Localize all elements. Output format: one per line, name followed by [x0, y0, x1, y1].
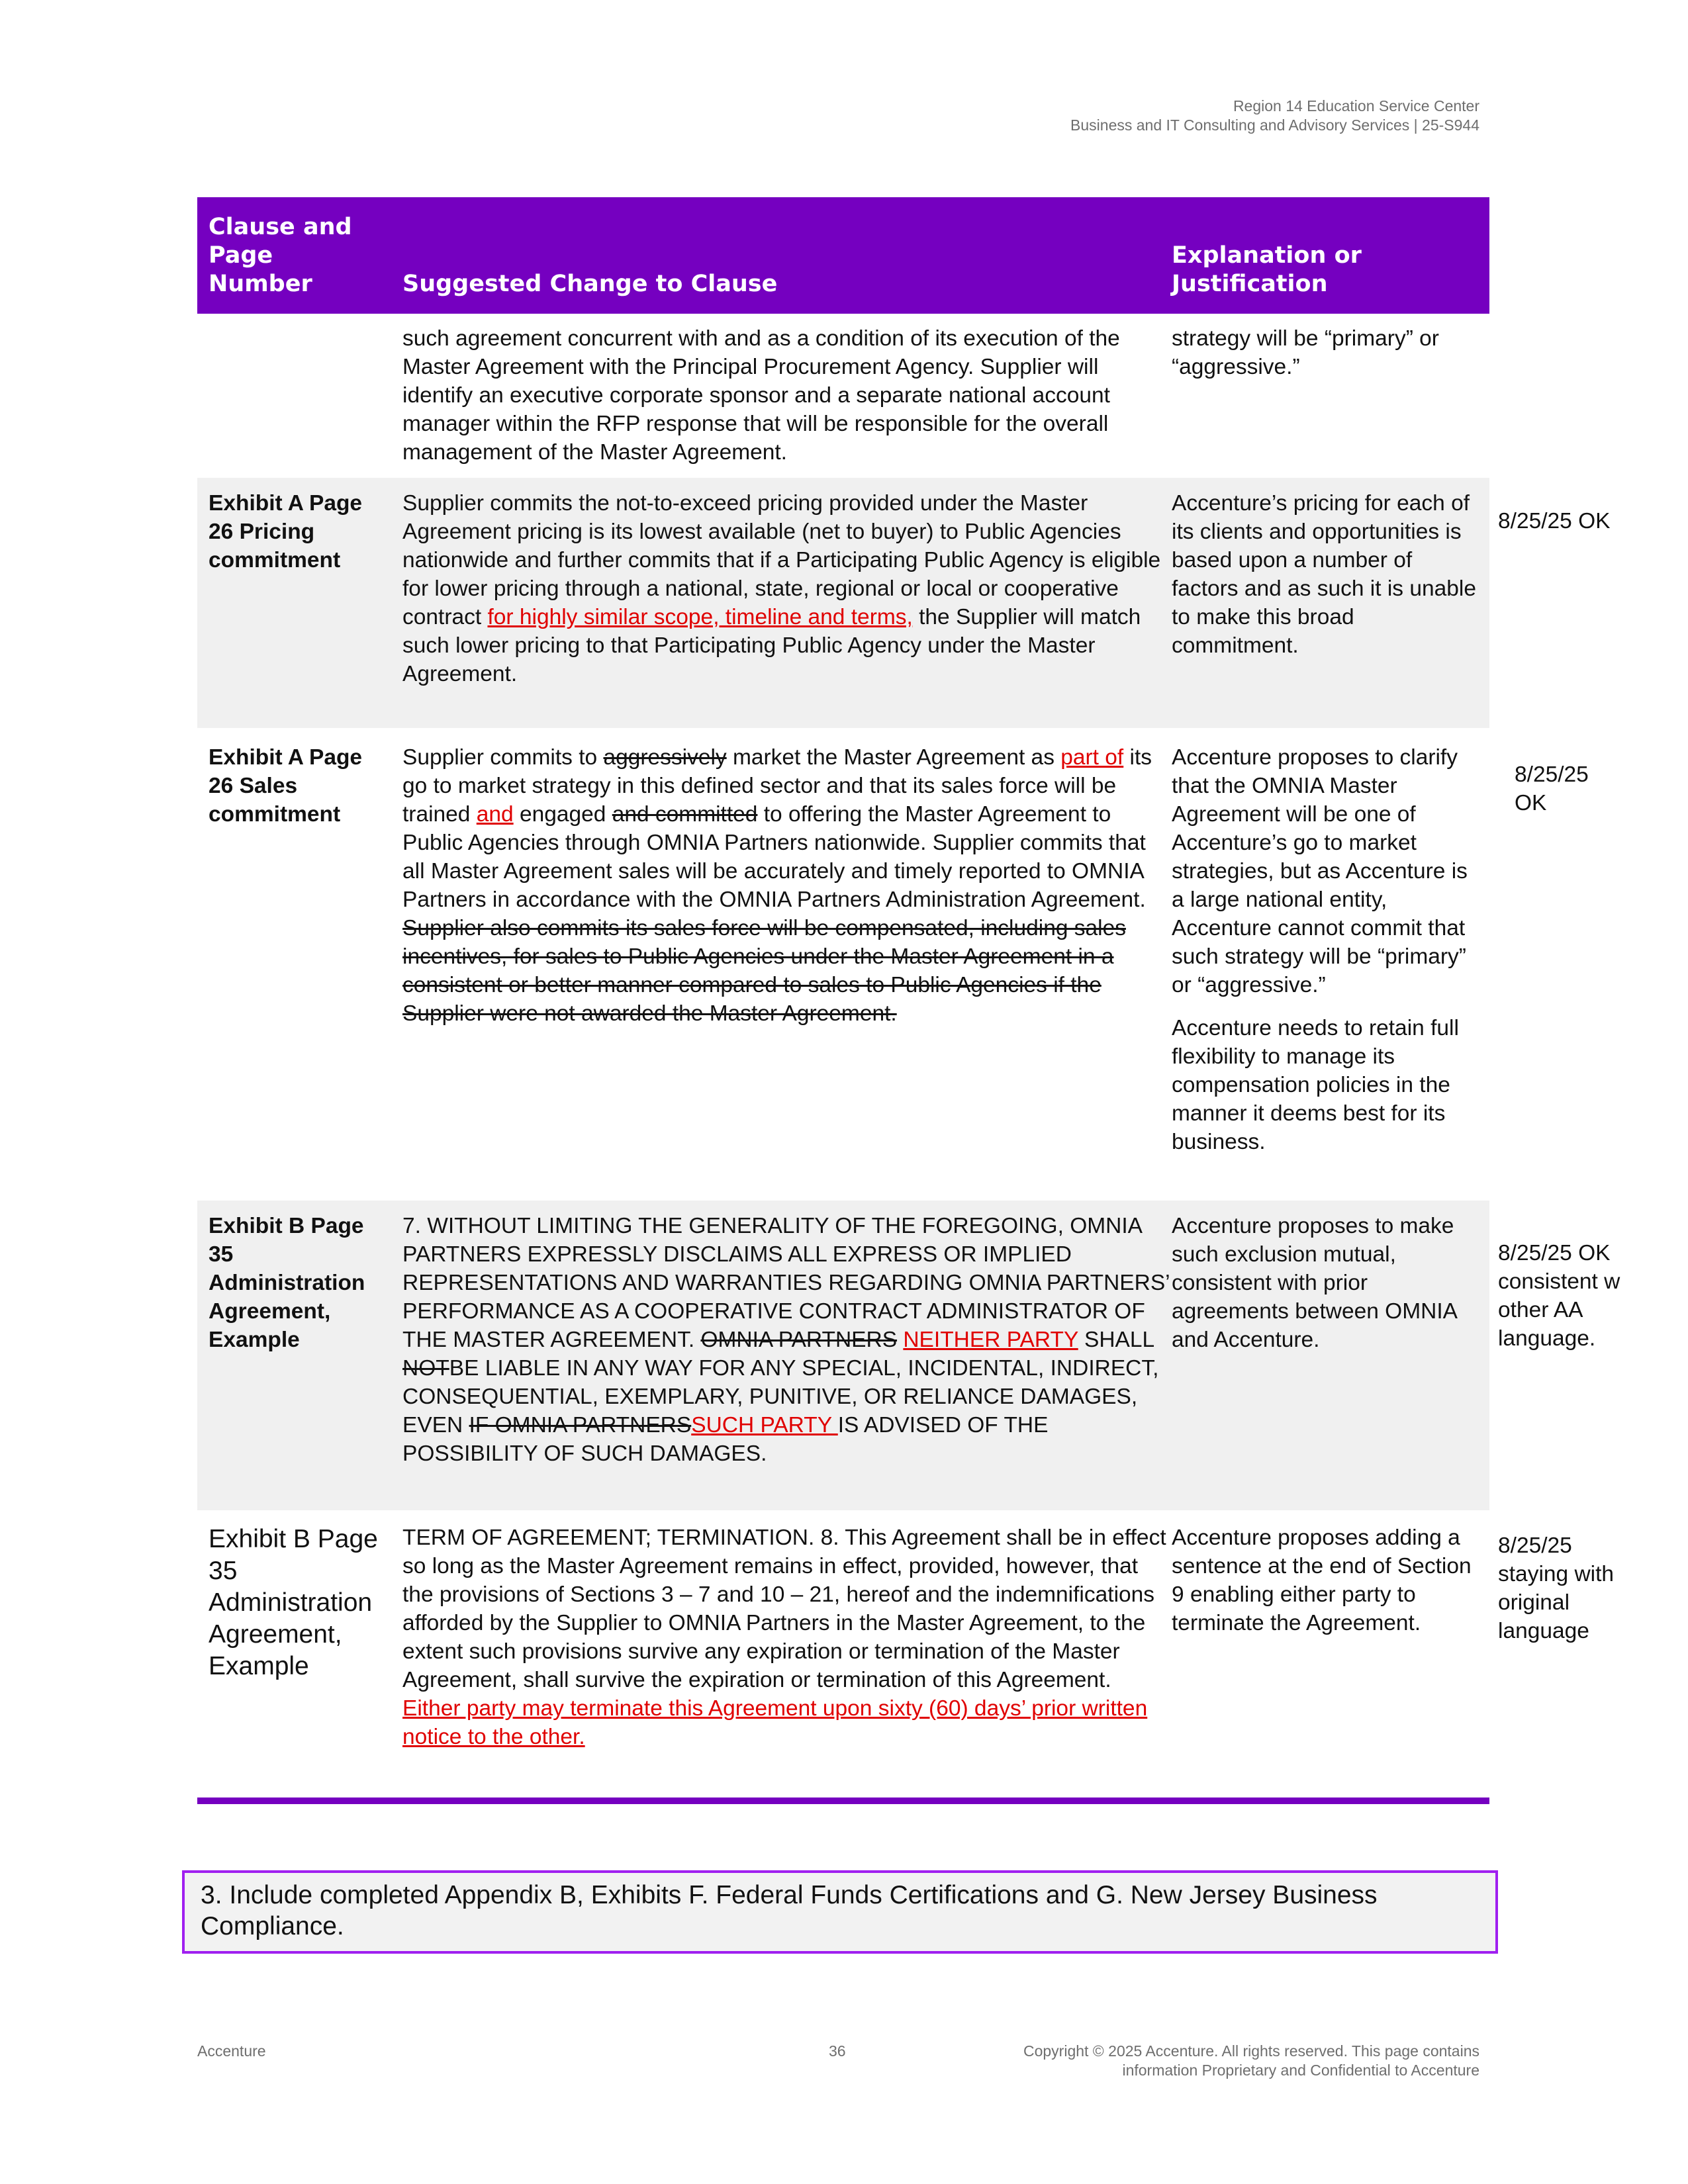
- inserted-text: Either party may terminate this Agreement upon sixty (60) days’ prior written notice to the other.: [402, 1696, 1148, 1749]
- original-text: SHALL: [1078, 1328, 1154, 1352]
- deleted-text: OMNIA PARTNERS: [700, 1328, 898, 1352]
- original-text: Supplier commits to: [402, 745, 604, 770]
- page-header: [1070, 97, 1479, 135]
- footer-copyright: [1023, 2042, 1479, 2080]
- original-text: 7. WITHOUT LIMITING THE GENERALITY OF THE FOREGOING, OMNIA PARTNERS EXPRESSLY DISCLAIMS ALL EXPRESS OR IMPLIED REPRESENTATIONS AND WARRANTIES REGARDING OMNIA PARTNERS’ PERFORMANCE AS A COOPERATIVE CONTRACT ADMINISTRATOR OF THE MASTER AGREEMENT.: [402, 1214, 1170, 1352]
- header-organization: Region 14 Education Service Center: [1233, 97, 1479, 114]
- clause-reference: Exhibit A Page 26 Pricing commitment: [209, 491, 363, 572]
- explanation-text: Accenture proposes to make such exclusion mutual, consistent with prior agreements between OMNIA and Accenture.: [1172, 1214, 1457, 1352]
- review-status: 8/25/25 staying with original language: [1498, 1533, 1615, 1643]
- explanation-text: strategy will be “primary” or “aggressive.”: [1172, 326, 1439, 379]
- header-project: Business and IT Consulting and Advisory Services | 25-S944: [1070, 116, 1479, 134]
- page-number: 36: [829, 2042, 846, 2060]
- review-status: [1515, 760, 1589, 817]
- explanation-text: [1172, 743, 1483, 1156]
- explanation-paragraph: Accenture needs to retain full flexibility to manage its compensation policies in the manner it deems best for its business.: [1172, 1016, 1459, 1154]
- explanation-text: Accenture proposes adding a sentence at the end of Section 9 enabling either party to terminate the Agreement.: [1172, 1525, 1472, 1635]
- clause-reference: Exhibit B Page 35 Administration Agreement, Example: [209, 1214, 365, 1352]
- original-text: BE LIABLE IN ANY WAY FOR ANY SPECIAL, INCIDENTAL, INDIRECT, CONSEQUENTIAL, EXEMPLARY, PUNITIVE, OR RELIANCE DAMAGES, EVEN: [402, 1356, 1159, 1437]
- explanation-text: Accenture’s pricing for each of its clients and opportunities is based upon a number of factors and as such it is unable to make this broad commitment.: [1172, 491, 1476, 658]
- deleted-text: Supplier also commits its sales force will be compensated, including sales incentives, for sales to Public Agencies under the Master Agreement in a consistent or better manner compared to sales to Public Agencies if the Supplier were not awarded the Master Agreement.: [402, 916, 1126, 1026]
- original-text: TERM OF AGREEMENT; TERMINATION. 8. This Agreement shall be in effect so long as the Master Agreement remains in effect, provided, however, that the provisions of Sections 3 – 7 and 10 – 21, hereof and the indemnifications afforded by the Supplier to OMNIA Partners in the Master Agreement, to the extent such provisions survive any expiration or termination of the Master Agreement, shall survive the expiration or termination of this Agreement.: [402, 1525, 1166, 1692]
- deleted-text: and committed: [612, 802, 758, 827]
- inserted-text: SUCH PARTY: [691, 1413, 838, 1437]
- suggested-change-text: [402, 1212, 1170, 1468]
- deleted-text: IF OMNIA PARTNERS: [469, 1413, 692, 1437]
- table-row-administration-agreement-liability: [197, 1201, 1489, 1510]
- suggested-change-text: [402, 489, 1170, 688]
- deleted-text: aggressively: [603, 745, 727, 770]
- table-row-sales-commitment: [197, 732, 1489, 1194]
- column-header-suggested-change: Suggested Change to Clause: [402, 271, 778, 297]
- instruction-note: 3. Include completed Appendix B, Exhibits F. Federal Funds Certifications and G. New Jersey Business Compliance.: [182, 1870, 1498, 1954]
- original-text: [897, 1328, 903, 1352]
- suggested-change-text: [402, 1524, 1170, 1751]
- original-text: to offering the Master Agreement to Public Agencies through OMNIA Partners nationwide. Supplier commits that all Master Agreement sales will be accurately and timely reported to OMNIA Partners in accordance with the OMNIA Partners Administration Agreement.: [402, 802, 1146, 912]
- clause-reference: Exhibit A Page 26 Sales commitment: [209, 745, 363, 827]
- review-status-result: OK: [1515, 791, 1547, 815]
- explanation-paragraph: Accenture proposes to clarify that the OMNIA Master Agreement will be one of Accenture’s go to market strategies, but as Accenture is a large national entity, Accenture cannot commit that such strategy will be “primary” or “aggressive.”: [1172, 745, 1468, 997]
- original-text: engaged: [513, 802, 612, 827]
- deleted-text: NOT: [402, 1356, 449, 1381]
- table-header: [197, 197, 1489, 314]
- review-status-date: 8/25/25: [1515, 762, 1589, 787]
- suggested-change-text: [402, 743, 1170, 1028]
- table-bottom-rule: [197, 1797, 1489, 1804]
- table-row-term-termination: [197, 1517, 1489, 1795]
- footer-company: Accenture: [197, 2042, 266, 2060]
- inserted-text: part of: [1060, 745, 1124, 770]
- column-header-clause: Clause and Page Number: [209, 214, 352, 297]
- copyright-line: Copyright © 2025 Accenture. All rights reserved. This page contains: [1023, 2042, 1479, 2060]
- original-text: IS ADVISED OF THE POSSIBILITY OF SUCH DAMAGES.: [402, 1413, 1049, 1466]
- table-row-continuation: [197, 320, 1489, 471]
- review-status: 8/25/25 OK consistent w other AA language.: [1498, 1241, 1620, 1351]
- confidentiality-line: information Proprietary and Confidential to Accenture: [1122, 2062, 1479, 2079]
- original-text: the Supplier will match such lower pricing to that Participating Public Agency under the Master Agreement.: [402, 605, 1141, 686]
- review-status: 8/25/25 OK: [1498, 509, 1611, 533]
- inserted-text: for highly similar scope, timeline and terms,: [487, 605, 913, 629]
- inserted-text: NEITHER PARTY: [903, 1328, 1078, 1352]
- column-header-explanation: Explanation or Justification: [1172, 242, 1362, 297]
- inserted-text: and: [476, 802, 514, 827]
- original-text: Supplier commits the not-to-exceed pricing provided under the Master Agreement pricing is its lowest available (net to buyer) to Public Agencies nationwide and further commits that if a Participating Public Agency is eligible for lower pricing through a national, state, regional or local or cooperative contract: [402, 491, 1161, 629]
- suggested-change-text: such agreement concurrent with and as a condition of its execution of the Master Agreement with the Principal Procurement Agency. Supplier will identify an executive corporate sponsor and a separate national account manager within the RFP response that will be responsible for the overall management of the Master Agreement.: [402, 326, 1120, 465]
- clause-reference: Exhibit B Page 35 Administration Agreement, Example: [209, 1525, 378, 1680]
- original-text: its go to market strategy in this defined sector and that its sales force will be trained: [402, 745, 1152, 827]
- paragraph-gap: [1172, 999, 1483, 1014]
- original-text: market the Master Agreement as: [726, 745, 1061, 770]
- table-row-pricing-commitment: [197, 478, 1489, 728]
